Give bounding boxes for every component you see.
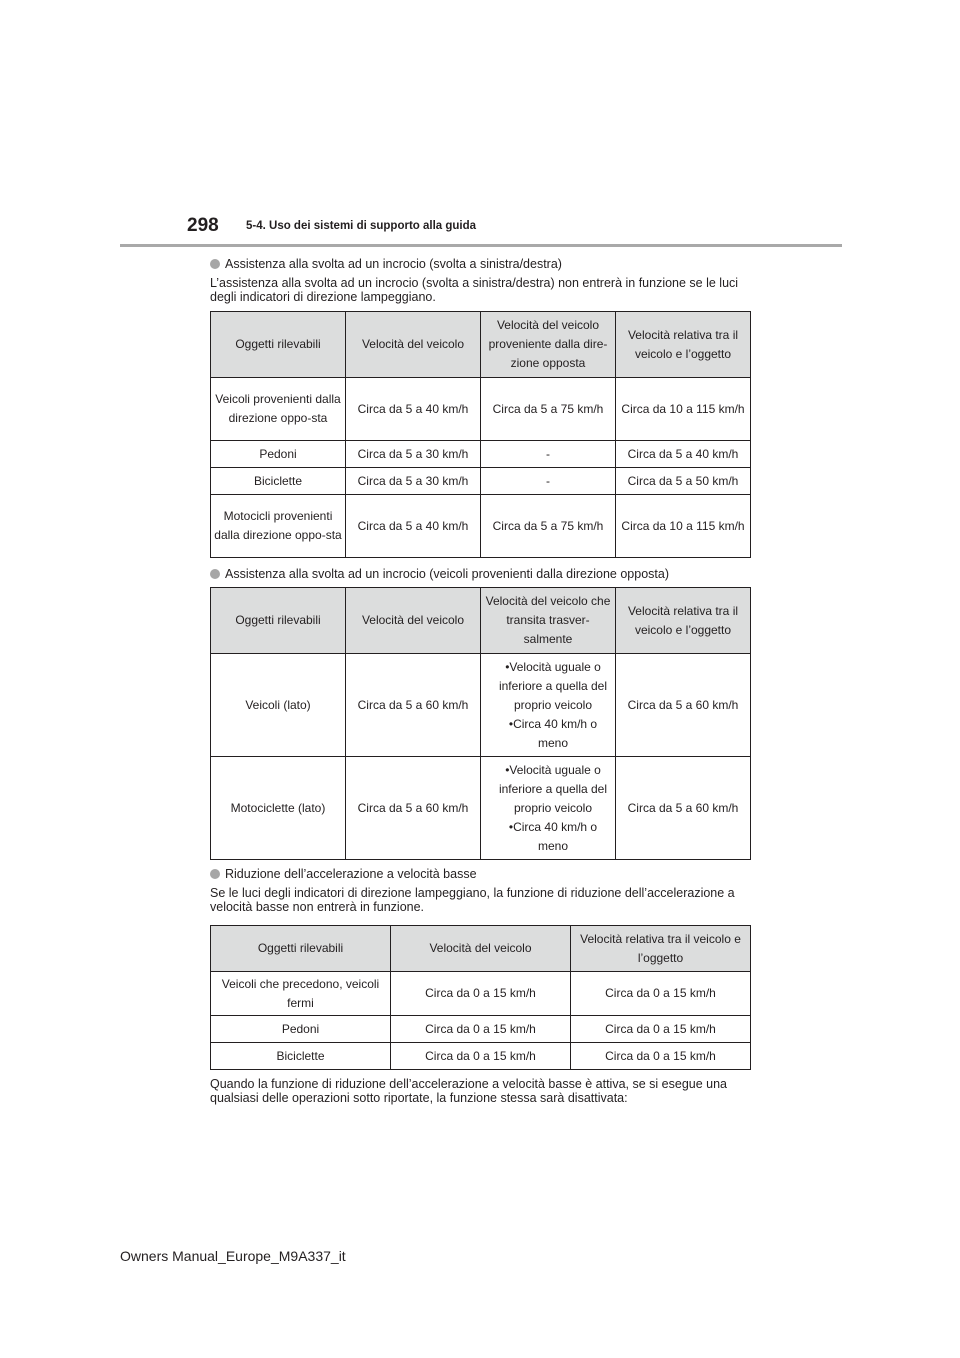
table-header-row [211,312,751,378]
section1-heading-text: Assistenza alla svolta ad un incrocio (svolta a sinistra/destra) [225,257,562,271]
paragraph-line: degli indicatori di direzione lampeggiano. [210,290,436,304]
table-row [211,441,751,468]
table-cell: Circa da 0 a 15 km/h [571,1043,751,1070]
table-cell: Circa da 10 a 115 km/h [616,378,751,441]
table-cell: Circa da 5 a 50 km/h [616,468,751,495]
table-cell: Circa da 5 a 30 km/h [346,468,481,495]
table-header-cell: Velocità relativa tra il veicolo e l’oggetto [616,312,751,378]
closing-paragraph [210,1077,750,1105]
section3-heading-text: Riduzione dell’accelerazione a velocità basse [225,867,477,881]
bullet-circle-icon [210,869,220,879]
table-row [211,1043,751,1070]
list-item: • Circa 40 km/h o meno [493,818,613,856]
table-cell: Circa da 5 a 60 km/h [616,654,751,757]
table-cell: Circa da 5 a 75 km/h [481,378,616,441]
table-left-right-turn [210,311,751,558]
bullet-list [483,658,613,753]
table-cell: Motocicli provenienti dalla direzione oppo-sta [211,495,346,558]
section2-heading [210,566,750,582]
section1-heading [210,256,750,272]
section2-heading-text: Assistenza alla svolta ad un incrocio (veicoli provenienti dalla direzione opposta) [225,567,669,581]
table-row [211,654,751,757]
table-cell [481,757,616,860]
table-cell: Circa da 5 a 40 km/h [616,441,751,468]
table-cell: Veicoli provenienti dalla direzione oppo-sta [211,378,346,441]
table-row [211,757,751,860]
section3-paragraph [210,886,750,914]
table-header-cell: Velocità del veicolo [391,926,571,972]
section3-heading [210,866,750,882]
paragraph-line: L’assistenza alla svolta ad un incrocio (svolta a sinistra/destra) non entrerà in funzione se le luci [210,276,739,290]
table-oncoming-vehicles [210,587,751,860]
table-cell: Circa da 5 a 60 km/h [346,654,481,757]
table-header-cell: Velocità del veicolo proveniente dalla dire-zione opposta [481,312,616,378]
table-header-cell: Velocità del veicolo [346,312,481,378]
table-cell: Circa da 5 a 75 km/h [481,495,616,558]
table-cell: Circa da 0 a 15 km/h [391,1043,571,1070]
table-cell: Biciclette [211,468,346,495]
table-cell: Circa da 0 a 15 km/h [391,1016,571,1043]
table-row [211,378,751,441]
table-cell: - [481,441,616,468]
paragraph-line: Quando la funzione di riduzione dell’accelerazione a velocità basse è attiva, se si esegue una [210,1077,727,1091]
table-cell: Circa da 0 a 15 km/h [571,972,751,1016]
table-cell: Circa da 10 a 115 km/h [616,495,751,558]
table-header-row [211,588,751,654]
table-cell: Circa da 5 a 30 km/h [346,441,481,468]
header-divider [120,244,842,247]
table-cell [481,654,616,757]
bullet-circle-icon [210,259,220,269]
paragraph-line: velocità basse non entrerà in funzione. [210,900,425,914]
table-cell: Circa da 5 a 60 km/h [346,757,481,860]
table-row [211,1016,751,1043]
table-cell: Circa da 0 a 15 km/h [571,1016,751,1043]
table-cell: Biciclette [211,1043,391,1070]
section-title: 5-4. Uso dei sistemi di supporto alla guida [246,220,477,232]
table-header-cell: Velocità del veicolo che transita trasver-salmente [481,588,616,654]
list-item: • Circa 40 km/h o meno [493,715,613,753]
bullet-list [483,761,613,856]
table-row [211,495,751,558]
list-item: • Velocità uguale o inferiore a quella del proprio veicolo [493,761,613,818]
page-number: 298 [187,215,219,236]
table-header-cell: Oggetti rilevabili [211,926,391,972]
paragraph-line: qualsiasi delle operazioni sotto riportate, la funzione stessa sarà disattivata: [210,1091,628,1105]
table-cell: Circa da 5 a 40 km/h [346,378,481,441]
table-cell: Circa da 0 a 15 km/h [391,972,571,1016]
footer-text: Owners Manual_Europe_M9A337_it [120,1248,346,1264]
table-header-row [211,926,751,972]
table-row [211,468,751,495]
section1-paragraph [210,276,750,304]
table-cell: Circa da 5 a 60 km/h [616,757,751,860]
table-cell: - [481,468,616,495]
table-cell: Veicoli che precedono, veicoli fermi [211,972,391,1016]
table-header-cell: Velocità del veicolo [346,588,481,654]
table-cell: Pedoni [211,441,346,468]
table-row [211,972,751,1016]
bullet-circle-icon [210,569,220,579]
table-header-cell: Oggetti rilevabili [211,312,346,378]
table-cell: Motociclette (lato) [211,757,346,860]
table-cell: Circa da 5 a 40 km/h [346,495,481,558]
paragraph-line: Se le luci degli indicatori di direzione lampeggiano, la funzione di riduzione dell’accelerazione a [210,886,735,900]
table-low-speed-acceleration [210,925,751,1070]
table-header-cell: Oggetti rilevabili [211,588,346,654]
table-header-cell: Velocità relativa tra il veicolo e l’oggetto [571,926,751,972]
table-cell: Pedoni [211,1016,391,1043]
table-header-cell: Velocità relativa tra il veicolo e l’oggetto [616,588,751,654]
table-cell: Veicoli (lato) [211,654,346,757]
list-item: • Velocità uguale o inferiore a quella del proprio veicolo [493,658,613,715]
